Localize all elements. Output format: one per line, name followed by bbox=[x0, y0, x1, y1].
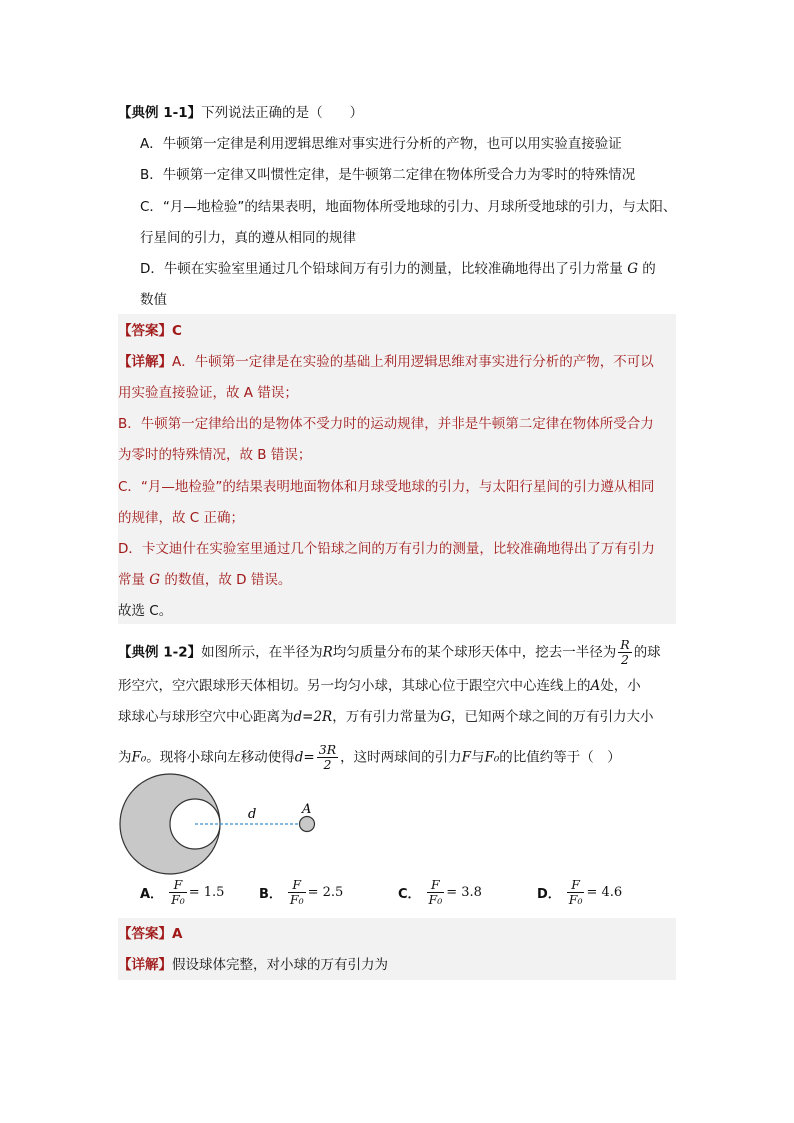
q1-detail-d2-a: 常量 bbox=[118, 572, 145, 588]
q2-l4-d: 与 bbox=[471, 749, 485, 766]
choice-a-value: = 1.5 bbox=[188, 885, 225, 900]
q1-detail-d2-var: G bbox=[149, 572, 161, 588]
q1-detail-a1: A．牛顿第一定律是在实验的基础上利用逻辑思维对事实进行分析的产物，不可以 bbox=[172, 354, 654, 370]
q2-detail-line bbox=[118, 955, 388, 975]
gravity-figure bbox=[118, 772, 358, 876]
choice-b-num: F bbox=[288, 878, 306, 893]
choice-a-num: F bbox=[169, 878, 187, 893]
q2-l1-b: 均匀质量分布的某个球形天体中，挖去一半径为 bbox=[332, 644, 617, 661]
q1-answer-block bbox=[118, 314, 676, 624]
q2-l3-a: 球球心与球形空穴中心距离为 bbox=[118, 709, 294, 725]
q1-detail-c2: 的规律，故 C 正确； bbox=[118, 510, 245, 526]
q1-detail-a2: 用实验直接验证，故 A 错误； bbox=[118, 385, 298, 401]
q1-tag: 【典例 1-1】 bbox=[118, 105, 202, 121]
choice-d-den: F₀ bbox=[568, 892, 583, 907]
q2-l4-a: 为 bbox=[118, 749, 132, 766]
q1-option-a: A．牛顿第一定律是利用逻辑思维对事实进行分析的产物，也可以用实验直接验证 bbox=[140, 136, 622, 152]
q2-line4 bbox=[118, 743, 621, 772]
choice-c-value: = 3.8 bbox=[446, 885, 482, 900]
choice-b-frac bbox=[288, 878, 306, 907]
q2-choice-c bbox=[398, 878, 482, 907]
q2-l1-frac-den: 2 bbox=[621, 652, 629, 667]
q2-l4-frac-num: 3R bbox=[318, 742, 337, 757]
choice-d-num: F bbox=[567, 878, 585, 893]
q1-stem-line bbox=[118, 103, 363, 123]
q1-option-d-tail: 的 bbox=[642, 261, 656, 277]
q1-option-b: B．牛顿第一定律又叫惯性定律，是牛顿第二定律在物体所受合力为零时的特殊情况 bbox=[140, 167, 636, 183]
q2-l4-var: F₀ bbox=[131, 749, 147, 766]
q1-detail-conclusion: 故选 C。 bbox=[118, 603, 173, 619]
choice-c-den: F₀ bbox=[428, 892, 443, 907]
q2-l4-frac-den: 2 bbox=[323, 757, 332, 772]
q2-l4-e: 的比值约等于（ ） bbox=[499, 749, 621, 766]
q1-option-d-var: G bbox=[627, 261, 638, 277]
q1-stem: 下列说法正确的是（ ） bbox=[201, 105, 364, 121]
q2-l1-a: 如图所示，在半径为 bbox=[201, 644, 323, 661]
q2-l3-c: ，已知两个球之间的万有引力大小 bbox=[451, 709, 654, 725]
q2-line3 bbox=[118, 707, 654, 727]
q2-choice-b bbox=[259, 878, 343, 907]
choice-c-frac bbox=[427, 878, 445, 907]
q2-choice-a bbox=[140, 878, 224, 907]
q2-answer-value: A bbox=[172, 926, 183, 942]
q2-l4-frac bbox=[317, 743, 338, 772]
choice-c-num: F bbox=[427, 878, 445, 893]
q1-option-c-line1: C．“月—地检验”的结果表明，地面物体所受地球的引力、月球所受地球的引力，与太阳、 bbox=[140, 199, 677, 215]
q1-detail-b1: B．牛顿第一定律给出的是物体不受力时的运动规律，并非是牛顿第二定律在物体所受合力 bbox=[118, 416, 654, 432]
q1-detail-d1: D．卡文迪什在实验室里通过几个铅球之间的万有引力的测量，比较准确地得出了万有引力 bbox=[118, 541, 655, 557]
q2-l4-c: ，这时两球间的引力 bbox=[340, 749, 462, 766]
q2-l1-frac-num: R bbox=[620, 637, 630, 652]
choice-a-label: A． bbox=[140, 887, 164, 902]
q1-detail-d2 bbox=[118, 570, 291, 590]
q2-l1-c: 的球 bbox=[633, 644, 661, 661]
choice-d-label: D． bbox=[537, 887, 561, 902]
q2-l2-a: 形空穴，空穴跟球形天体相切。另一均匀小球，其球心位于跟空穴中心连线上的 bbox=[118, 678, 591, 694]
q2-l3-var2: G bbox=[440, 709, 452, 725]
q1-option-d-text: D．牛顿在实验室里通过几个铅球间万有引力的测量，比较准确地得出了引力常量 bbox=[140, 261, 623, 277]
choice-b-value: = 2.5 bbox=[307, 885, 344, 900]
q1-option-d-line1 bbox=[140, 259, 656, 279]
choice-a-den: F₀ bbox=[171, 892, 185, 907]
q1-option-d-line2: 数值 bbox=[140, 292, 167, 308]
q2-answer-block bbox=[118, 918, 676, 980]
q2-l2-b: 处，小 bbox=[600, 678, 641, 694]
q1-detail-d2-b: 的数值，故 D 错误。 bbox=[164, 572, 292, 588]
q2-l4-var4: F₀ bbox=[484, 749, 500, 766]
q1-detail-b2: 为零时的特殊情况，故 B 错误； bbox=[118, 447, 312, 463]
q2-answer-line bbox=[118, 924, 182, 944]
q2-line1 bbox=[118, 638, 661, 667]
q1-answer-tag: 【答案】 bbox=[118, 323, 172, 339]
choice-d-frac bbox=[567, 878, 585, 907]
q2-l3-b: ，万有引力常量为 bbox=[332, 709, 441, 725]
q2-detail-tag: 【详解】 bbox=[118, 957, 172, 973]
q2-l4-var3: F bbox=[461, 749, 471, 766]
q2-choice-d bbox=[537, 878, 622, 907]
small-ball bbox=[300, 817, 315, 832]
q1-detail-line1 bbox=[118, 352, 654, 372]
choice-b-den: F₀ bbox=[289, 892, 304, 907]
q1-detail-c1: C．“月—地检验”的结果表明地面物体和月球受地球的引力，与太阳行星间的引力遵从相同 bbox=[118, 479, 655, 495]
q1-option-c-line2: 行星间的引力，真的遵从相同的规律 bbox=[140, 230, 356, 246]
choice-c-label: C． bbox=[398, 887, 421, 902]
label-a: A bbox=[302, 802, 312, 817]
q1-answer-line bbox=[118, 321, 182, 341]
q1-answer-value: C bbox=[172, 323, 182, 339]
q2-l1-var: R bbox=[322, 644, 333, 661]
label-d: d bbox=[248, 807, 257, 822]
q2-l1-frac bbox=[618, 638, 631, 667]
q2-tag: 【典例 1-2】 bbox=[118, 644, 202, 661]
q2-l2-var: A bbox=[590, 678, 601, 694]
q2-detail-text: 假设球体完整，对小球的万有引力为 bbox=[172, 957, 388, 973]
choice-a-frac bbox=[169, 878, 187, 907]
q2-l3-var: d=2R bbox=[293, 709, 333, 725]
choice-b-label: B． bbox=[259, 887, 282, 902]
q2-l4-var2: d= bbox=[294, 749, 315, 766]
q2-l4-b: 。现将小球向左移动使得 bbox=[146, 749, 295, 766]
q2-answer-tag: 【答案】 bbox=[118, 926, 172, 942]
q1-detail-tag: 【详解】 bbox=[118, 354, 172, 370]
choice-d-value: = 4.6 bbox=[586, 885, 623, 900]
q2-line2 bbox=[118, 676, 641, 696]
